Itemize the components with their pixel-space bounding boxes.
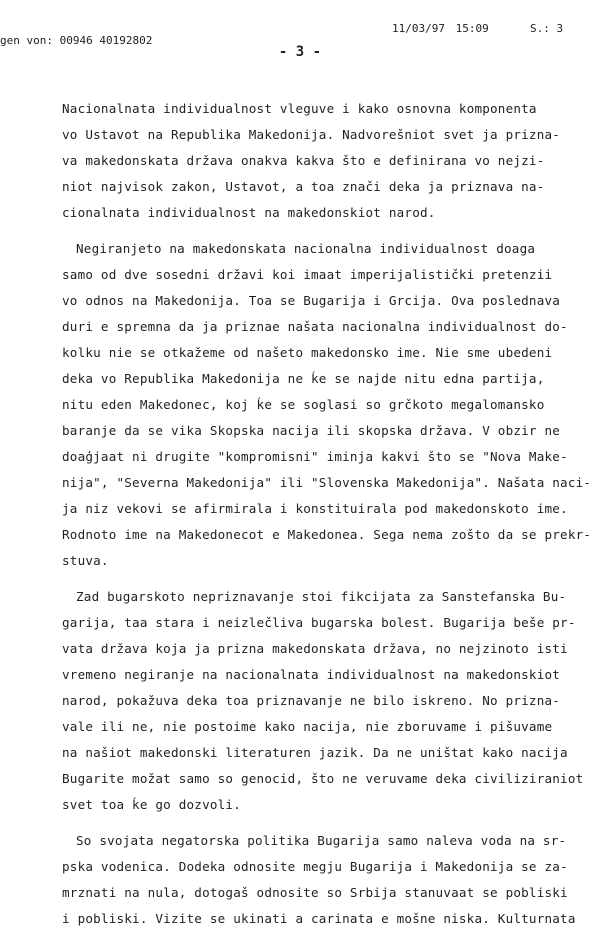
text-line: Rodnoto ime na Makedonecot e Makedonea. Sega nema zošto da se prekr- (62, 527, 592, 542)
text-line: ja niz vekovi se afirmirala i konstituirala pod makedonskoto ime. (62, 501, 568, 516)
page-number: - 3 - (278, 44, 322, 60)
text-line: nija", "Severna Makedonija" ili "Slovenska Makedonija". Našata naci- (62, 475, 592, 490)
text-line: svet toa ḱe go dozvoli. (62, 797, 241, 812)
text-line: So svojata negatorska politika Bugarija samo naleva voda na sr- (76, 833, 567, 848)
text-line: mrznati na nula, dotogaš odnosite so Srbija stanuvaat se pobliski (62, 885, 568, 900)
text-line: cionalnata individualnost na makedonskiot narod. (62, 205, 436, 220)
fax-sender: gen von: 00946 40192802 (0, 34, 153, 47)
fax-date: 11/03/97 (392, 22, 445, 35)
fax-page-indicator: S.: 3 (530, 22, 564, 35)
text-line: vale ili ne, nie postoime kako nacija, nie zboruvame i pišuvame (62, 719, 553, 734)
letter-body (62, 96, 592, 942)
fax-datetime (392, 22, 489, 35)
text-line: Nacionalnata individualnost vleguve i kako osnovna komponenta (62, 101, 537, 116)
text-line: garija, taa stara i neizlečliva bugarska bolest. Bugarija beše pr- (62, 615, 576, 630)
text-line: Zad bugarskoto nepriznavanje stoi fikcijata za Sanstefanska Bu- (76, 589, 567, 604)
text-line: na našiot makedonski literaturen jazik. Da ne uništat kako nacija (62, 745, 568, 760)
paragraph-1 (62, 96, 582, 226)
text-line: Negiranjeto na makedonskata nacionalna individualnost doaga (76, 241, 536, 256)
text-line: doaģjaat ni drugite "kompromisni" iminja kakvi što se "Nova Make- (62, 449, 568, 464)
text-line: niot najvisok zakon, Ustavot, a toa znači deka ja priznava na- (62, 179, 545, 194)
paragraph-2 (62, 236, 592, 574)
text-line: nitu eden Makedonec, koj ḱe se soglasi so grčkoto megalomansko (62, 397, 545, 412)
text-line: pska vodenica. Dodeka odnosite megju Bugarija i Makedonija se za- (62, 859, 568, 874)
text-line: vata država koja ja prizna makedonskata država, no nejzinoto isti (62, 641, 568, 656)
text-line: va makedonskata država onakva kakva što e definirana vo nejzi- (62, 153, 545, 168)
text-line: vremeno negiranje na nacionalnata individualnost na makedonskiot (62, 667, 561, 682)
text-line: vo Ustavot na Republika Makedonija. Nadvorešniot svet ja prizna- (62, 127, 561, 142)
text-line: duri e spremna da ja priznae našata nacionalna individualnost do- (62, 319, 568, 334)
fax-time: 15:09 (455, 22, 489, 35)
paragraph-3 (62, 584, 582, 818)
text-line: i pobliski. Vizite se ukinati a carinata e mošne niska. Kulturnata (62, 911, 576, 926)
text-line: baranje da se vika Skopska nacija ili skopska država. V obzir ne (62, 423, 561, 438)
text-line: vo odnos na Makedonija. Toa se Bugarija i Grcija. Ova poslednava (62, 293, 561, 308)
text-line: stuva. (62, 553, 109, 568)
text-line: deka vo Republika Makedonija ne ḱe se najde nitu edna partija, (62, 371, 545, 386)
text-line: samo od dve sosedni državi koi imaat imperijalistički pretenzii (62, 267, 553, 282)
paragraph-4 (62, 828, 582, 932)
text-line: kolku nie se otkažeme od našeto makedonsko ime. Nie sme ubedeni (62, 345, 553, 360)
text-line: Bugarite možat samo so genocid, što ne veruvame deka civiliziraniot (62, 771, 584, 786)
text-line: narod, pokažuva deka toa priznavanje ne bilo iskreno. No prizna- (62, 693, 561, 708)
